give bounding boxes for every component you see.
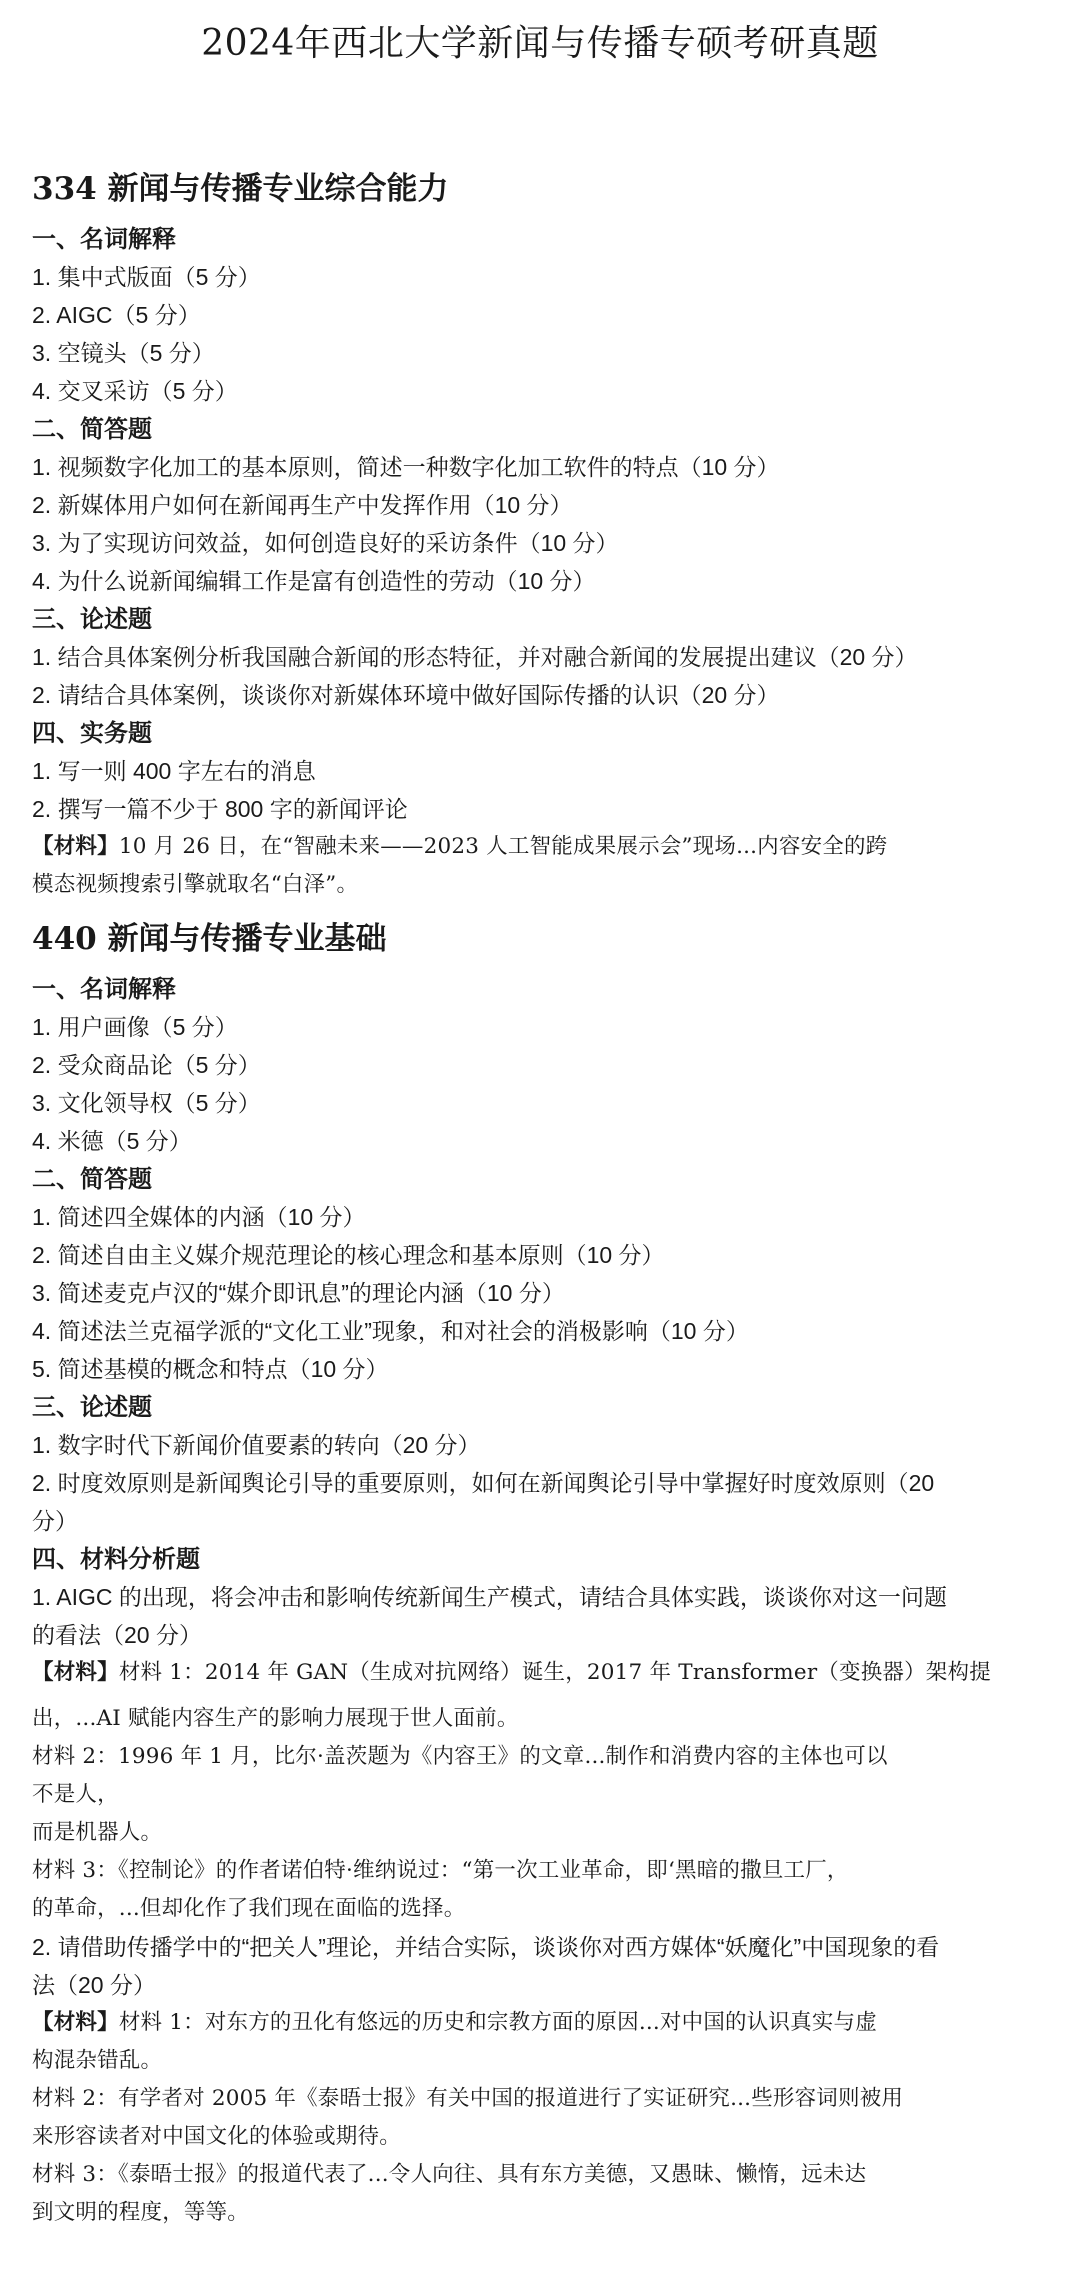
section-440-title: 440 新闻与传播专业基础	[32, 921, 387, 957]
material-label: 【材料】	[32, 834, 119, 859]
question-item: 的看法（20 分）	[32, 1622, 202, 1648]
question-item: 2. 简述自由主义媒介规范理论的核心理念和基本原则（10 分）	[32, 1242, 665, 1268]
material-text: 来形容读者对中国文化的体验或期待。	[32, 2124, 401, 2149]
question-item: 4. 米德（5 分）	[32, 1128, 192, 1154]
question-item: 1. 数字时代下新闻价值要素的转向（20 分）	[32, 1432, 481, 1458]
s1-group-essay	[32, 600, 1048, 714]
question-item: 2. 撰写一篇不少于 800 字的新闻评论	[32, 796, 408, 822]
question-item: 4. 为什么说新闻编辑工作是富有创造性的劳动（10 分）	[32, 568, 596, 594]
question-item: 2. 新媒体用户如何在新闻再生产中发挥作用（10 分）	[32, 492, 573, 518]
subheading: 二、简答题	[32, 414, 152, 443]
s1-group-short	[32, 410, 1048, 600]
material-paragraph	[32, 2004, 1048, 2042]
material-paragraph	[32, 828, 1048, 866]
material-text: 材料 3：《控制论》的作者诺伯特·维纳说过：“第一次工业革命，即‘黑暗的撒旦工厂，	[32, 1858, 849, 1883]
subheading: 一、名词解释	[32, 974, 176, 1003]
material-text: 材料 3：《泰晤士报》的报道代表了...令人向往、具有东方美德，又愚昧、懒惰，远未达	[32, 2162, 867, 2187]
question-item: 1. 写一则 400 字左右的消息	[32, 758, 316, 784]
subheading: 一、名词解释	[32, 224, 176, 253]
question-item: 1. 结合具体案例分析我国融合新闻的形态特征，并对融合新闻的发展提出建议（20 分）	[32, 644, 918, 670]
material-text: 的革命，...但却化作了我们现在面临的选择。	[32, 1896, 466, 1921]
material-text: 到文明的程度，等等。	[32, 2200, 250, 2225]
question-item: 1. 集中式版面（5 分）	[32, 264, 261, 290]
material-text: 材料 1：2014 年 GAN（生成对抗网络）诞生，2017 年 Transformer（变换器）架构提	[118, 1660, 991, 1685]
question-item: 2. 时度效原则是新闻舆论引导的重要原则，如何在新闻舆论引导中掌握好时度效原则（20	[32, 1470, 935, 1496]
material-text: 不是人，	[32, 1782, 119, 1807]
question-item: 3. 空镜头（5 分）	[32, 340, 215, 366]
question-item: 2. 请结合具体案例，谈谈你对新媒体环境中做好国际传播的认识（20 分）	[32, 682, 780, 708]
question-item: 2. AIGC（5 分）	[32, 302, 201, 328]
question-item: 1. 视频数字化加工的基本原则，简述一种数字化加工软件的特点（10 分）	[32, 454, 780, 480]
material-text: 材料 2：1996 年 1 月，比尔·盖茨题为《内容王》的文章...制作和消费内容的主体也可以	[32, 1744, 888, 1769]
material-text: 10 月 26 日，在“智融未来——2023 人工智能成果展示会”现场...内容安全的跨	[118, 834, 888, 859]
s2-group-analysis	[32, 1540, 1048, 2232]
question-item: 1. AIGC 的出现，将会冲击和影响传统新闻生产模式，请结合具体实践，谈谈你对这一问题	[32, 1584, 947, 1610]
section-334-title: 334 新闻与传播专业综合能力	[32, 171, 449, 207]
subheading: 四、材料分析题	[32, 1544, 200, 1573]
s1-group-terms	[32, 220, 1048, 410]
s2-group-short	[32, 1160, 1048, 1388]
material-paragraph	[32, 1654, 1048, 1692]
question-item: 2. 受众商品论（5 分）	[32, 1052, 261, 1078]
material-text: 出，...AI 赋能内容生产的影响力展现于世人面前。	[32, 1706, 519, 1731]
question-item: 3. 简述麦克卢汉的“媒介即讯息”的理论内涵（10 分）	[32, 1280, 565, 1306]
material-label: 【材料】	[32, 2010, 119, 2035]
question-item: 1. 简述四全媒体的内涵（10 分）	[32, 1204, 366, 1230]
subheading: 二、简答题	[32, 1164, 152, 1193]
document-title: 2024年西北大学新闻与传播专硕考研真题	[201, 23, 879, 64]
s2-group-terms	[32, 970, 1048, 1160]
question-item: 分）	[32, 1508, 78, 1534]
subheading: 四、实务题	[32, 718, 152, 747]
question-item: 法（20 分）	[32, 1972, 156, 1998]
material-text: 而是机器人。	[32, 1820, 163, 1845]
question-item: 5. 简述基模的概念和特点（10 分）	[32, 1356, 389, 1382]
subheading: 三、论述题	[32, 604, 152, 633]
subheading: 三、论述题	[32, 1392, 152, 1421]
question-item: 3. 文化领导权（5 分）	[32, 1090, 261, 1116]
s2-group-essay	[32, 1388, 1048, 1540]
material-text: 材料 1：对东方的丑化有悠远的历史和宗教方面的原因...对中国的认识真实与虚	[118, 2010, 877, 2035]
question-item: 3. 为了实现访问效益，如何创造良好的采访条件（10 分）	[32, 530, 619, 556]
s1-group-practice	[32, 714, 1048, 904]
material-text: 模态视频搜索引擎就取名“白泽”。	[32, 872, 359, 897]
material-text: 构混杂错乱。	[32, 2048, 163, 2073]
material-text: 材料 2：有学者对 2005 年《泰晤士报》有关中国的报道进行了实证研究...些形容词则被用	[32, 2086, 904, 2111]
question-item: 2. 请借助传播学中的“把关人”理论，并结合实际，谈谈你对西方媒体“妖魔化”中国现象的看	[32, 1934, 940, 1960]
question-item: 4. 交叉采访（5 分）	[32, 378, 238, 404]
question-item: 1. 用户画像（5 分）	[32, 1014, 238, 1040]
material-label: 【材料】	[32, 1660, 119, 1685]
question-item: 4. 简述法兰克福学派的“文化工业”现象，和对社会的消极影响（10 分）	[32, 1318, 749, 1344]
